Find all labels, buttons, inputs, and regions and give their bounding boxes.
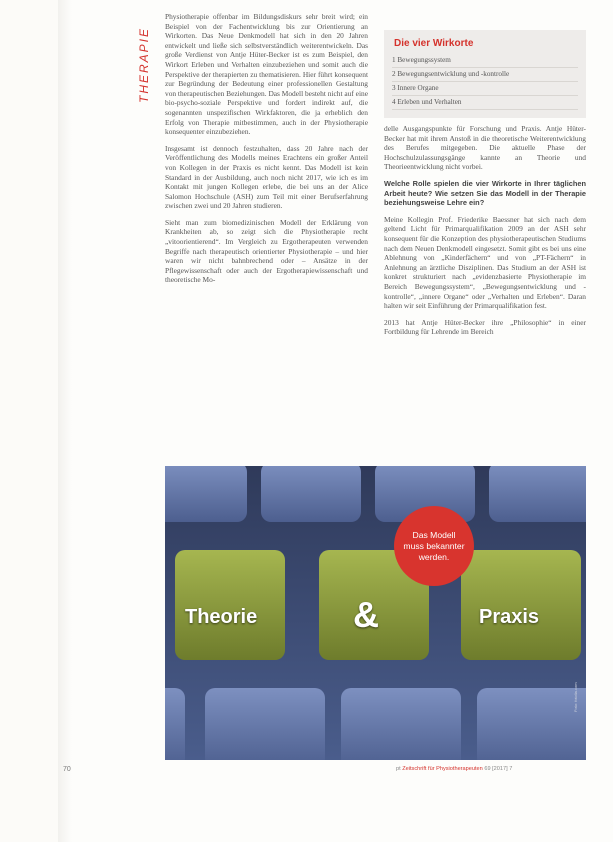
callout-text: Das Modell muss bekannter werden. [403,529,465,562]
wirkorte-info-box [384,30,586,118]
key-label-ampersand: & [353,594,379,635]
right-text-column [384,124,586,344]
key-label-theorie: Theorie [185,606,258,628]
interview-question: Welche Rolle spielen die vier Wirkorte in Ihrer täglichen Arbeit heute? Wie setzen Sie das Modell in der Therapie beziehungsweise Lehre ein? [384,178,586,208]
keyboard-photo [165,466,586,760]
journal-label: pt [396,766,401,772]
callout-bubble [394,506,474,586]
page-number: 70 [63,766,71,773]
journal-issue: 69 [2017] 7 [484,766,513,772]
list-item: 1 Bewegungssystem [392,54,578,68]
left-paragraph: Sieht man zum biomedizinischen Modell der Erklärung von Krankheiten ab, so zeigt sich die Physiotherapie recht „vitoorientierend“. Im Vergleich zu Ergotherapeuten verwenden Begriffe nach therapeutisch orientierter Physiotherapie – und hier waren wir nicht bahnbrechend oder – Ansätze in der Pflegewissenschaft oder auch der Ergotherapiewissenschaft und theoretische Mo- [165,217,368,285]
list-item: 4 Erleben und Verhalten [392,96,578,110]
list-item: 2 Bewegungsentwicklung und -kontrolle [392,68,578,82]
key-label-praxis: Praxis [479,606,540,628]
info-box-title: Die vier Wirkorte [394,38,474,49]
left-text-column [165,12,368,292]
journal-footer [396,766,512,772]
list-item: 3 Innere Organe [392,82,578,96]
left-paragraph: Physiotherapie offenbar im Bildungsdiskurs sehr breit wird; ein Beispiel von der Fachentwicklung bis zur Orientierung an Wirkorten. Das Neue Denkmodell hat sich in den 20 Jahren entwickelt und ließe sich selbstverständlich weiterentwickeln. Das große Verdienst von Antje Hüter-Becker ist es zum Beispiel, den Wirkort Erleben und Verhalten einzubeziehen und somit auch die Perspektive der therapierten zu thematisieren. Hier führt konsequent zur Begründung der Bedeutung einer professionellen Gestaltung von therapeutischen Beziehungen. Das Modell besteht nicht auf eine bio-psycho-soziale Perspektive und fordert indirekt auf, die sogenannten unspezifischen Wirkfaktoren, die ja erheblich den Erfolg von Therapie mitbestimmen, auch in der Physiotherapie konsequenter einzubeziehen. [165,12,368,137]
section-label-text: THERAPIE [137,26,152,104]
photo-credit: Foto: fotolia.com [573,682,578,712]
journal-title: Zeitschrift für Physiotherapeuten [402,766,483,772]
wirkorte-list [392,54,578,110]
right-paragraph-answer: Meine Kollegin Prof. Friederike Baessner hat sich nach dem geltend Licht für Primarqualifikation 2009 an der ASH sehr konsequent für die Konzeption des physiotherapeutischen Studiums nach dem Neuen Denkmodell eingesetzt. Somit gibt es bei uns eine Ablehnung von „Kinderfächern“ und von „PT-Fächern“ in Anlehnung an ärztliche Disziplinen. Das Studium an der ASH ist konkret strukturiert nach „evidenzbasierte Physiotherapie im Bereich Bewegungssystem“, „Bewegungsentwicklung und -kontrolle“, „innere Organe“ oder „Verhalten und Erleben“. Daran halten wir seit Einführung der Primarqualifikation fest. [384,214,586,311]
left-paragraph: Insgesamt ist dennoch festzuhalten, dass 20 Jahre nach der Veröffentlichung des Modells meines Erachtens ein großer Anteil von Kollegen in der Praxis es nicht kennt. Das Modell ist kein Standard in der Ausbildung, auch noch nicht 2017, wie ich es im Kontakt mit jungen Kollegen erlebe, die bei uns an der Alice Salomon Hochschule (ASH) zum Teil mit einer Berufserfahrung zwischen zwei und 20 Jahren studieren. [165,143,368,211]
right-paragraph-intro: delle Ausgangspunkte für Forschung und Praxis. Antje Hüter-Becker hat mit ihrem Anstoß in die theoretische Weiterentwicklung des Berufes mitgegeben. Die aktuelle Phase der Hochschulzulassungsgänge kannte an Theorie und Theorieentwicklung nicht vorbei. [384,124,586,172]
right-paragraph-answer: 2013 hat Antje Hüter-Becker ihre „Philosophie“ in einer Fortbildung für Lehrende im Bereich [384,317,586,337]
